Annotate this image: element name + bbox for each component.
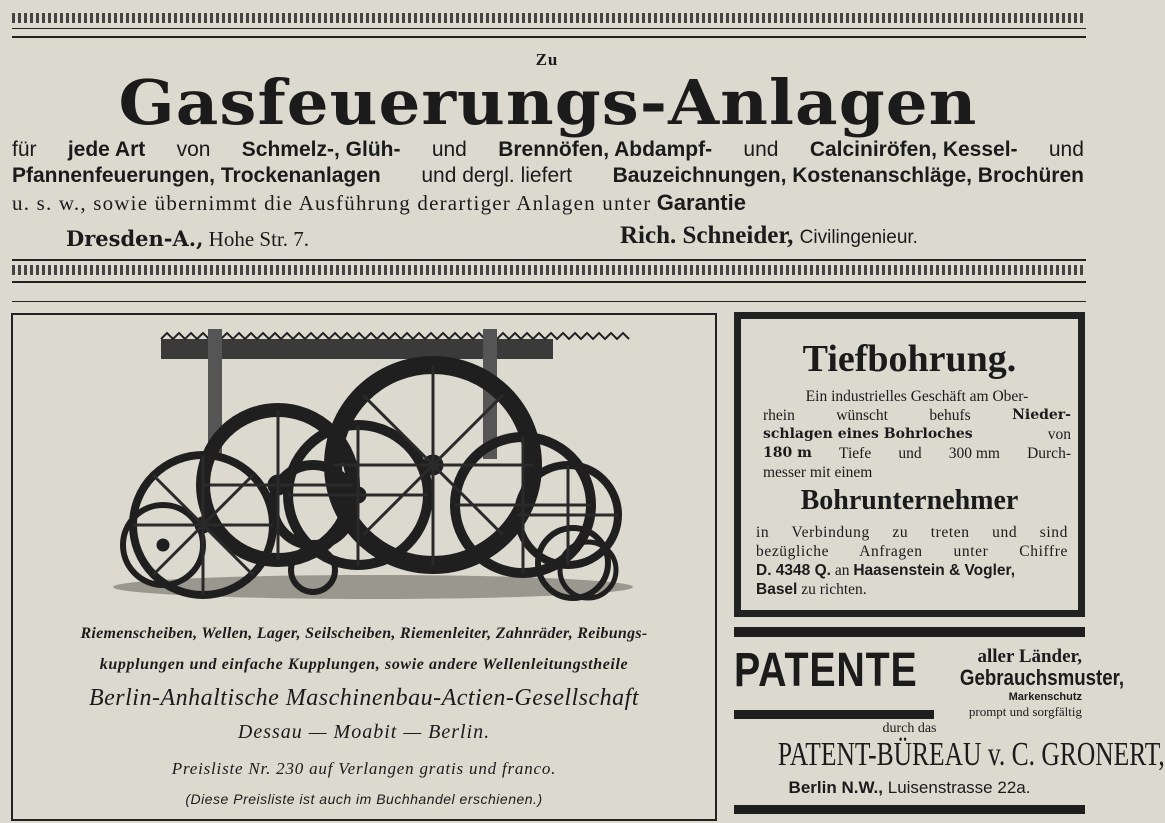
ad-headline: Gasfeuerungs-Anlagen <box>118 66 978 139</box>
engineer-title: Civilingenieur. <box>799 227 918 248</box>
tief-line-5: messer mit einem <box>763 464 873 481</box>
patent-street: Luisenstrasse 22a. <box>887 778 1031 797</box>
ad-line1-run-1: jede Art <box>67 138 146 161</box>
pricelist-bookshop-note: (Diese Preisliste ist auch im Buchhandel erschienen.) <box>185 791 543 807</box>
rule-mid <box>12 259 1086 261</box>
ad-line1-run-6: und <box>737 138 785 161</box>
tiefbohrung-paragraph-1 <box>763 387 1071 482</box>
ad-line1-run-8: und <box>1043 138 1084 161</box>
ad-line1-run-3: Schmelz-, Glüh- <box>241 138 401 161</box>
patent-city: Berlin N.W., <box>788 778 884 797</box>
products-line-2: kupplungen und einfache Kupplungen, sowie andere Wellenleitungstheile <box>99 656 629 673</box>
ornamental-border-top <box>12 13 1086 23</box>
tief-p2-line-4: Basel zu richten. <box>756 581 867 598</box>
ad-text-line-1 <box>12 138 1084 162</box>
engineer-name: Rich. Schneider, <box>620 222 794 249</box>
advertiser-address <box>66 226 309 252</box>
patent-ad-top-bar <box>734 627 1085 637</box>
tief-p2-line-2: bezügliche Anfragen unter Chiffre <box>756 543 1068 560</box>
company-name: Berlin-Anhaltische Maschinenbau-Actien-Gesellschaft <box>88 685 640 711</box>
tief-line-4: 180 m Tiefe und 300 mm Durch- <box>763 445 1071 462</box>
machine-ad-frame <box>11 313 717 821</box>
ad-line1-run-5: Brennöfen, Abdampf- <box>498 138 713 161</box>
pulleys-wheels-engraving <box>13 315 715 615</box>
ad-text-line-3-text: u. s. w., sowie übernimmt die Ausführung derartiger Anlagen unter <box>12 191 652 215</box>
patent-through: durch das <box>882 721 937 736</box>
tief-p2-line-3: D. 4348 Q. an Haasenstein & Vogler, <box>756 562 1016 579</box>
rule-mid-3 <box>12 301 1086 302</box>
patent-bureau: PATENT-BÜREAU v. C. GRONERT, <box>777 736 1165 773</box>
agency-name: Haasenstein & Vogler, <box>853 562 1016 579</box>
rule-mid-2 <box>12 281 1086 283</box>
ad-line1-run-2: von <box>170 138 217 161</box>
company-cities: Dessau — Moabit — Berlin. <box>237 721 491 743</box>
address-city: Dresden-A., <box>66 226 204 251</box>
address-street: Hohe Str. 7. <box>208 227 309 251</box>
tiefbohrung-ad-frame <box>734 312 1085 617</box>
patent-utility-models: Gebrauchsmuster, <box>959 665 1125 690</box>
patente-headline: PATENTE <box>734 644 918 697</box>
ad-intro-zu: Zu <box>535 50 559 69</box>
ad-line2-run-0: Pfannenfeuerungen, Trockenanlagen <box>12 164 381 187</box>
rule-top <box>12 28 1086 29</box>
patent-all-countries: aller Länder, <box>977 646 1082 667</box>
tief-line-1: Ein industrielles Geschäft am Ober- <box>805 388 1029 405</box>
tief-line-3: schlagen eines Bohrloches von <box>763 426 1071 443</box>
chiffre-code: D. 4348 Q. <box>756 562 831 579</box>
guarantee-word: Garantie <box>656 190 746 215</box>
tief-p2-line-1: in Verbindung zu treten und sind <box>756 524 1068 541</box>
ad-line2-run-1: und dergl. liefert <box>415 164 578 187</box>
ad-line1-run-4: und <box>425 138 473 161</box>
patent-trademark: Markenschutz <box>1008 691 1082 703</box>
ad-line2-run-2: Bauzeichnungen, Kostenanschläge, Brochüren <box>612 164 1084 187</box>
patent-prompt: prompt und sorgfältig <box>968 704 1082 719</box>
tief-line-2: rhein wünscht behufs Nieder- <box>763 407 1071 424</box>
city-basel: Basel <box>756 581 798 598</box>
ornamental-border-middle <box>12 265 1086 275</box>
patent-ad-bottom-bar <box>734 805 1085 814</box>
tiefbohrung-title: Tiefbohrung. <box>802 338 1017 380</box>
patent-address <box>734 778 1085 798</box>
ad-text-line-3 <box>12 190 746 216</box>
products-line-1: Riemenscheiben, Wellen, Lager, Seilscheiben, Riemenleiter, Zahnräder, Reibungs- <box>80 625 648 642</box>
patent-ad-mid-bar <box>734 710 934 719</box>
tiefbohrung-subtitle: Bohrunternehmer <box>800 485 1019 516</box>
ad-line1-run-7: Calciniröfen, Kessel- <box>809 138 1018 161</box>
ad-text-line-2 <box>12 164 1084 188</box>
tiefbohrung-paragraph-2 <box>756 523 1068 599</box>
ad-line1-run-0: für <box>12 138 43 161</box>
advertiser-name <box>620 222 918 250</box>
pricelist-note: Preisliste Nr. 230 auf Verlangen gratis und franco. <box>171 759 557 778</box>
rule-top-2 <box>12 36 1086 38</box>
